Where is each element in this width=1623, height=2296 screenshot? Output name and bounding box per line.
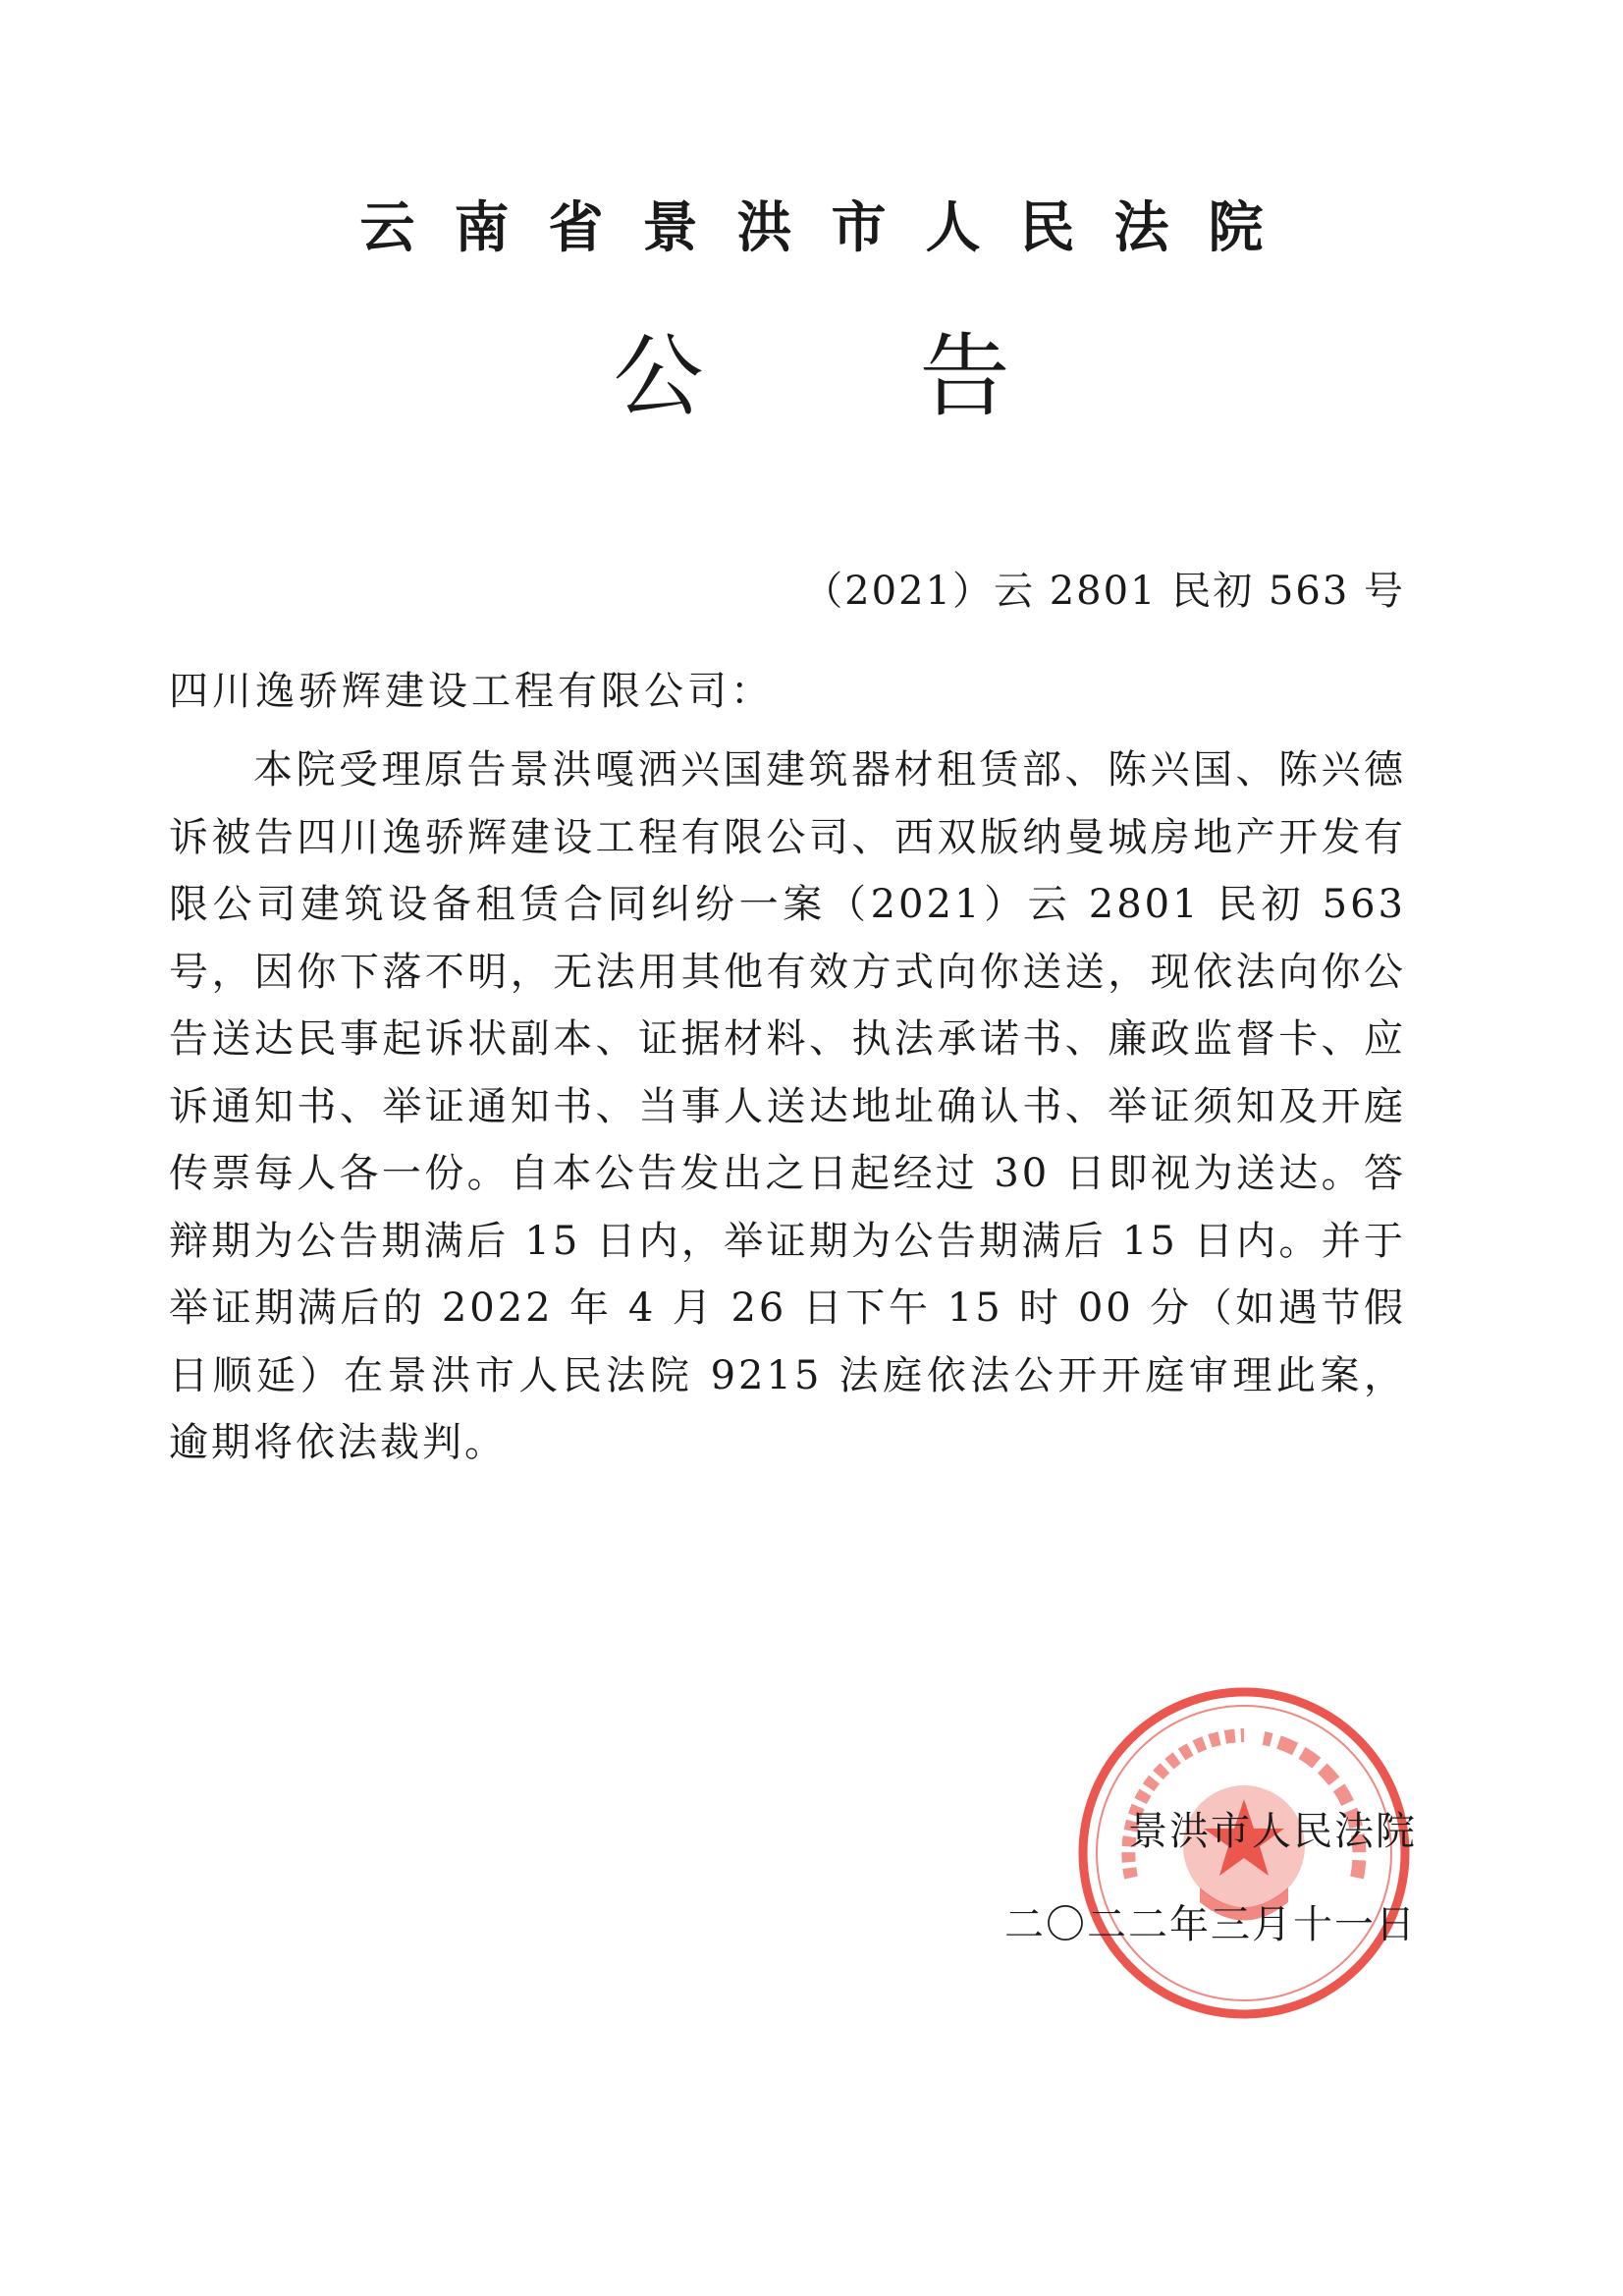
document-type-heading: 公告 <box>613 324 1226 429</box>
court-title: 云南省景洪市人民法院 <box>359 196 1303 260</box>
addressee: 四川逸骄辉建设工程有限公司： <box>169 669 774 714</box>
notice-body: 本院受理原告景洪嘎洒兴国建筑器材租赁部、陈兴国、陈兴德诉被告四川逸骄辉建设工程有限公司、西双版纳曼城房地产开发有限公司建筑设备租赁合同纠纷一案（2021）云 2801 民初 563 号，因你下落不明，无法用其他有效方式向你送送，现依法向你公告送达民事起诉状副本、证据材料、执法承诺书、廉政监督卡、应诉通知书、举证通知书、当事人送达地址确认书、举证须知及开庭传票每人各一份。自本公告发出之日起经过 30 日即视为送达。答辩期为公告期满后 15 日内，举证期为公告期满后 15 日内。并于举证期满后的 2022 年 4 月 26 日下午 15 时 00 分（如遇节假日顺延）在景洪市人民法院 9215 法庭依法公开开庭审理此案，逾期将依法裁判。 <box>169 747 1406 1465</box>
case-number: （2021）云 2801 民初 563 号 <box>803 569 1405 614</box>
issuer-signature: 景洪市人民法院 <box>1128 1809 1417 1854</box>
issue-date: 二〇二二年三月十一日 <box>1004 1902 1417 1947</box>
